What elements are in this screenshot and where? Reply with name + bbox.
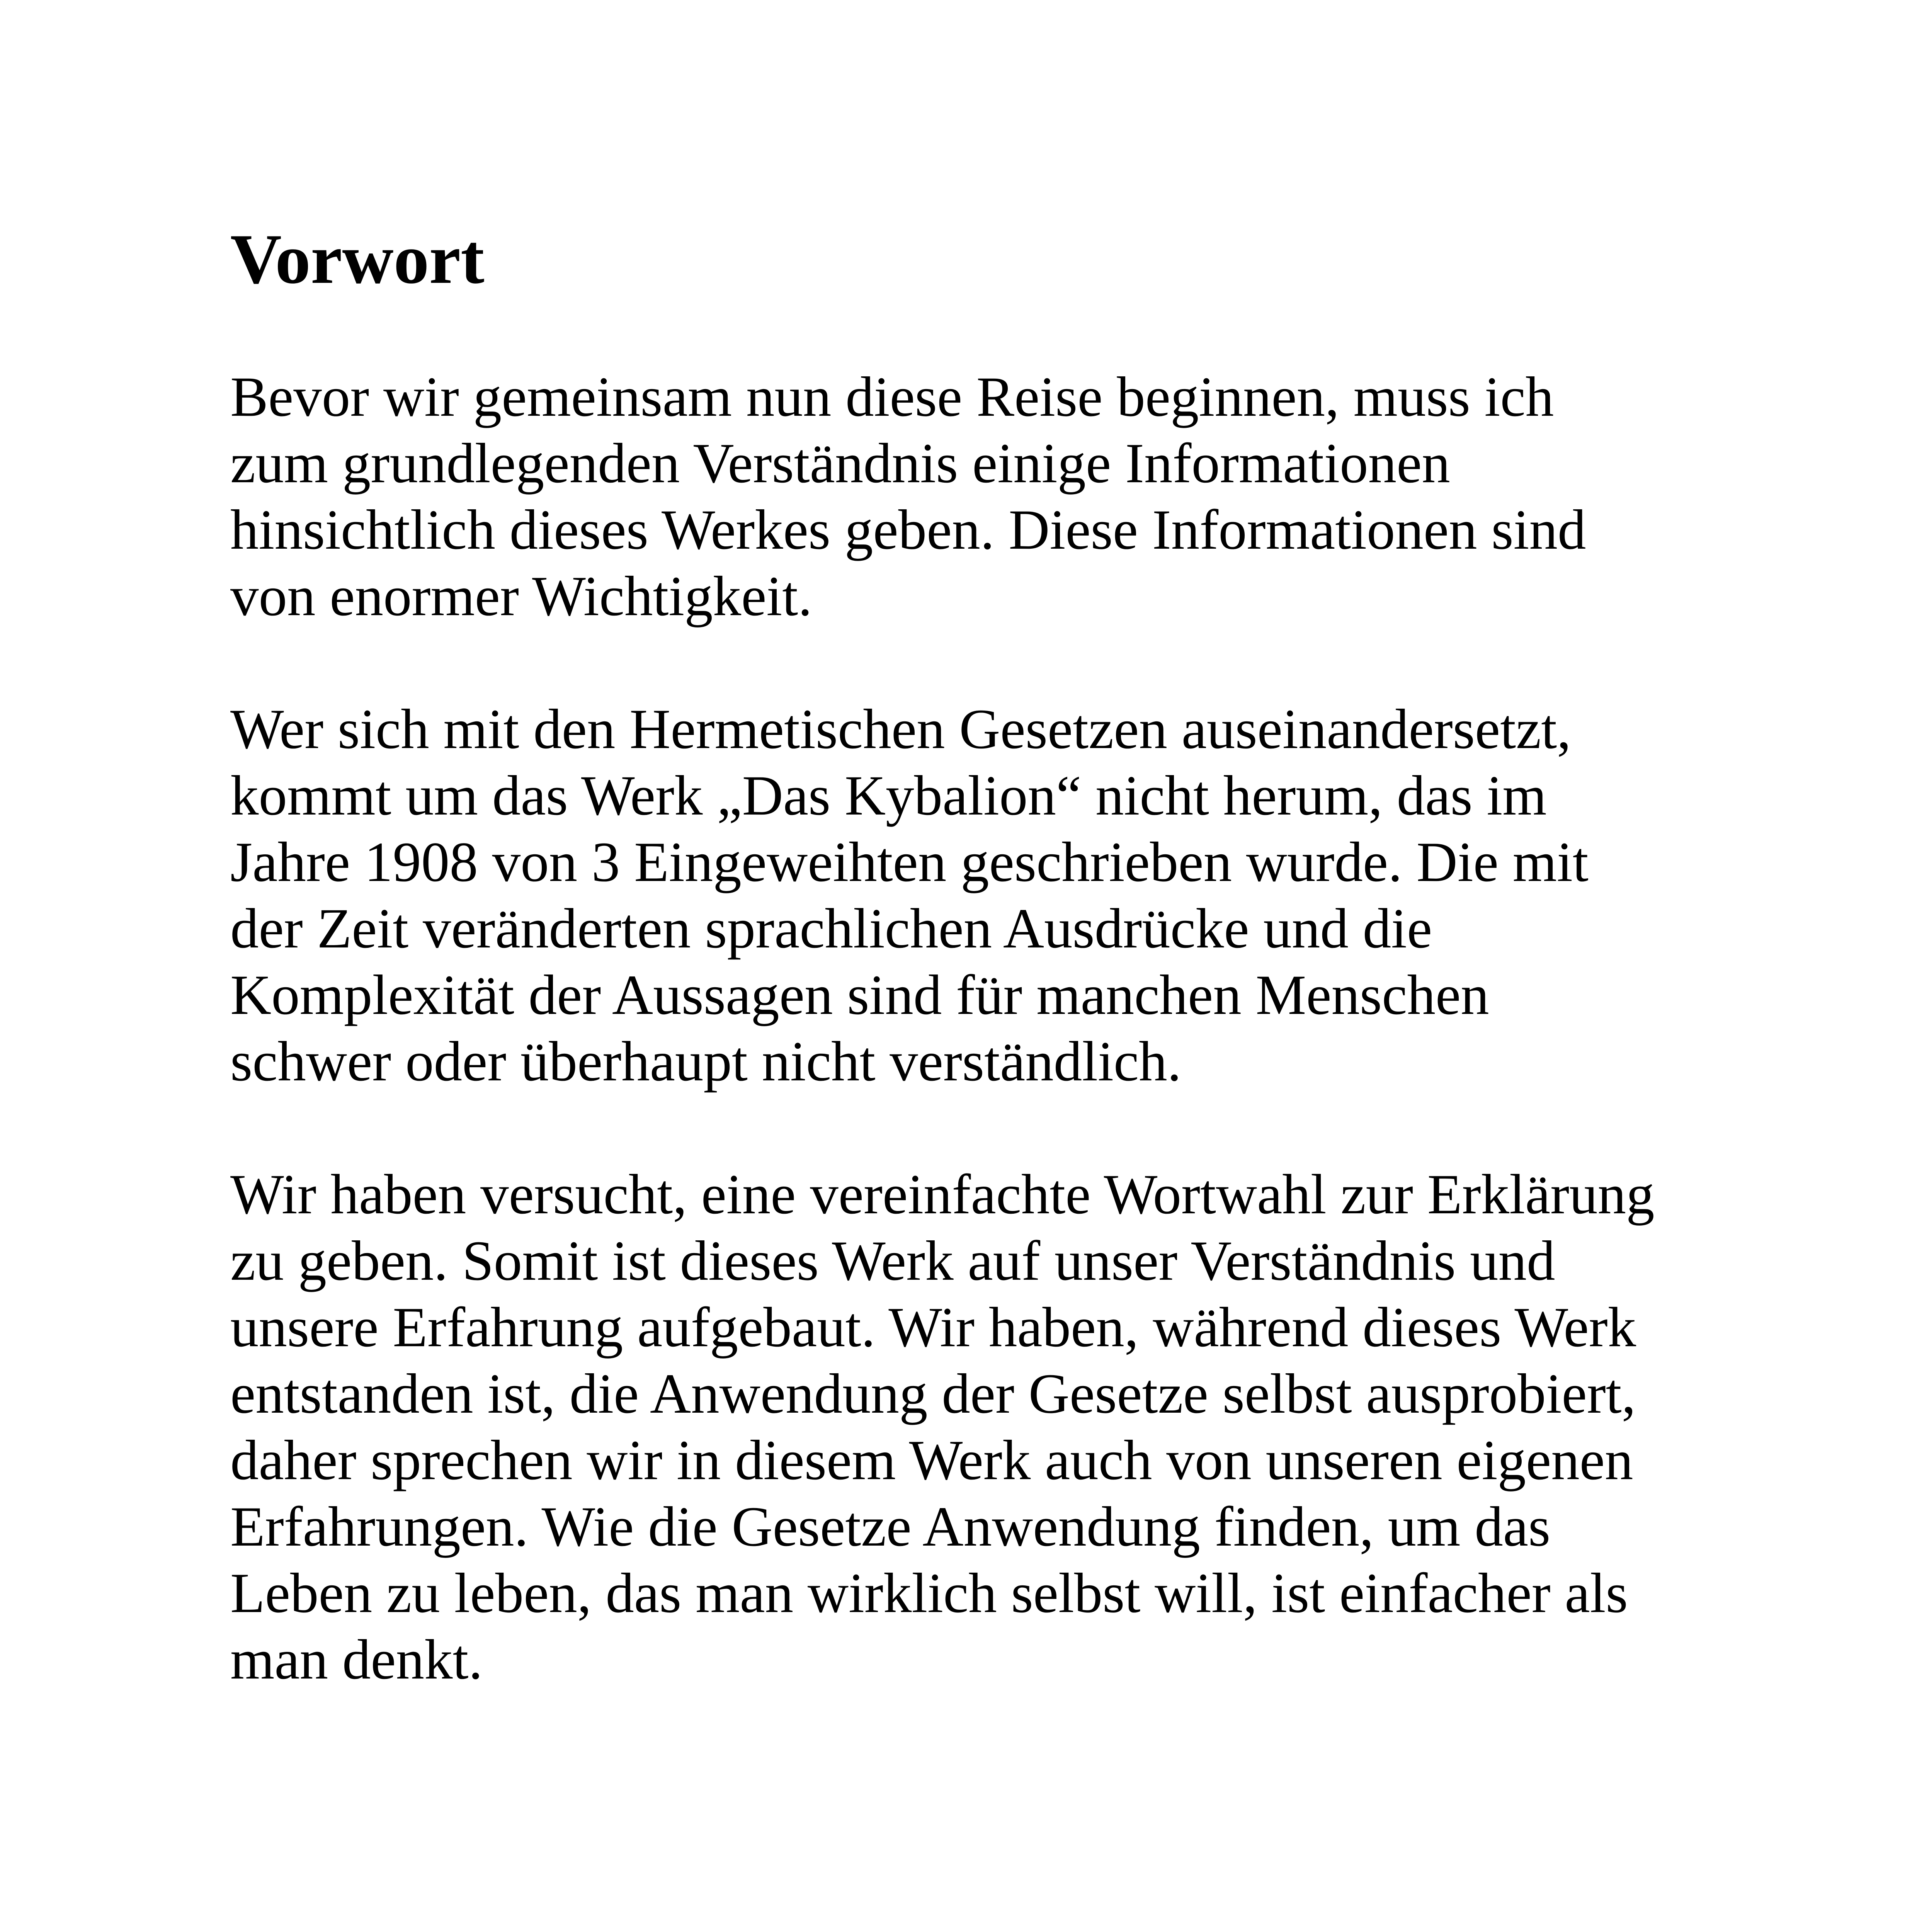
paragraph-1: [230, 364, 1745, 629]
text-line: Wir haben versucht, eine vereinfachte Wortwahl zur Erklärung: [230, 1162, 1655, 1226]
text-line: der Zeit veränderten sprachlichen Ausdrücke und die: [230, 896, 1432, 960]
paragraph-3: [230, 1161, 1745, 1693]
text-line: man denkt.: [230, 1628, 483, 1691]
text-line: unsere Erfahrung aufgebaut. Wir haben, während dieses Werk: [230, 1295, 1636, 1359]
text-line: von enormer Wichtigkeit.: [230, 564, 812, 628]
text-line: hinsichtlich dieses Werkes geben. Diese Informationen sind: [230, 498, 1586, 561]
text-line: entstanden ist, die Anwendung der Gesetze selbst ausprobiert,: [230, 1362, 1636, 1425]
text-line: schwer oder überhaupt nicht verständlich.: [230, 1029, 1182, 1093]
text-line: Komplexität der Aussagen sind für manchen Menschen: [230, 963, 1489, 1026]
text-line: daher sprechen wir in diesem Werk auch von unseren eigenen: [230, 1428, 1633, 1492]
text-line: Bevor wir gemeinsam nun diese Reise beginnen, muss ich: [230, 365, 1554, 428]
text-line: zu geben. Somit ist dieses Werk auf unser Verständnis und: [230, 1229, 1555, 1292]
page-content: [230, 216, 1745, 1759]
text-line: Wer sich mit den Hermetischen Gesetzen auseinandersetzt,: [230, 697, 1571, 760]
paragraph-2: [230, 696, 1745, 1095]
text-line: Jahre 1908 von 3 Eingeweihten geschrieben wurde. Die mit: [230, 830, 1589, 893]
text-line: zum grundlegenden Verständnis einige Informationen: [230, 431, 1450, 495]
text-line: Erfahrungen. Wie die Gesetze Anwendung finden, um das: [230, 1495, 1551, 1558]
text-line: Leben zu leben, das man wirklich selbst will, ist einfacher als: [230, 1561, 1628, 1624]
page-title: Vorwort: [230, 219, 485, 298]
text-line: kommt um das Werk „Das Kybalion“ nicht herum, das im: [230, 764, 1547, 827]
